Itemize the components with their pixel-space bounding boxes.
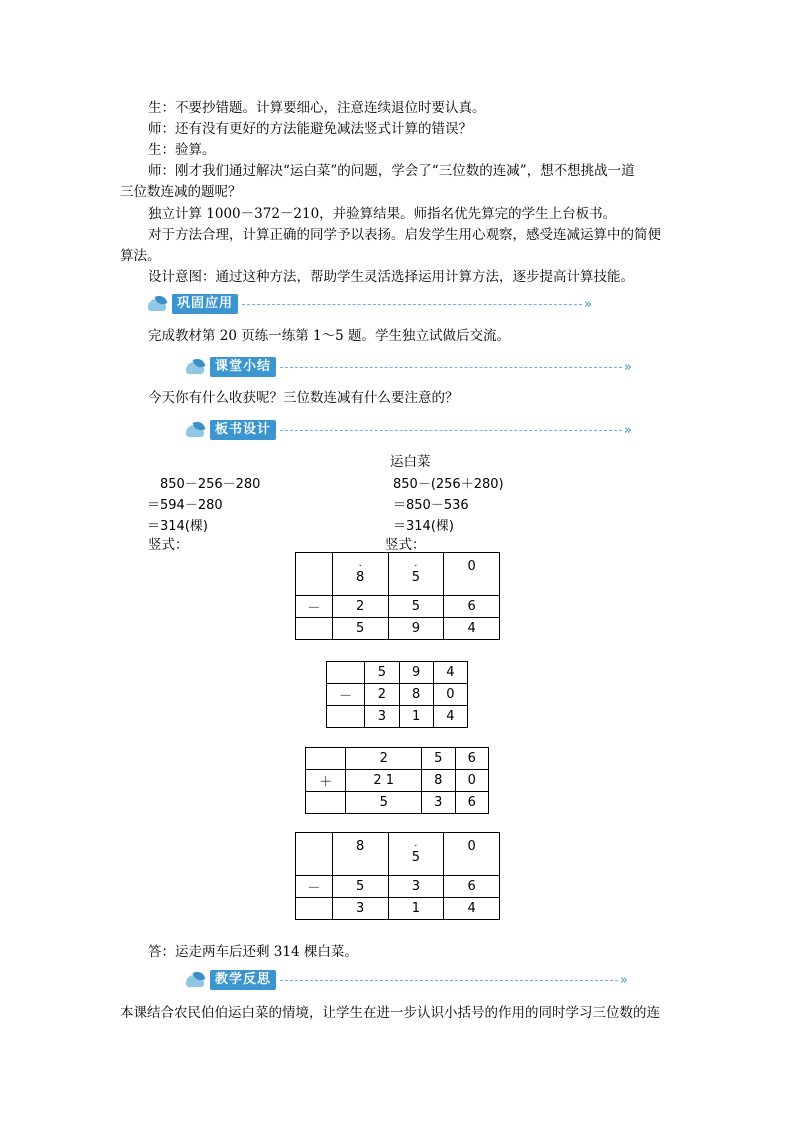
section-banner-reflection bbox=[186, 969, 628, 991]
section-banner-summary bbox=[186, 356, 632, 378]
borrow-dot: · bbox=[414, 560, 418, 572]
cell: 6 bbox=[444, 596, 500, 618]
section-body: 本课结合农民伯伯运白菜的情境，让学生在进一步认识小括号的作用的同时学习三位数的连 bbox=[120, 1005, 660, 1021]
section-title: 教学反思 bbox=[210, 970, 276, 990]
right-step: ＝850－536 bbox=[393, 498, 469, 513]
borrow-dot: · bbox=[414, 840, 418, 852]
double-arrow-icon: » bbox=[624, 359, 632, 375]
cell: 4 bbox=[444, 618, 500, 640]
cell: 9 bbox=[388, 618, 444, 640]
left-result: ＝314(棵) bbox=[147, 519, 208, 534]
section-title: 巩固应用 bbox=[172, 294, 238, 314]
cell: 0 bbox=[444, 553, 500, 596]
cell: 2 1 bbox=[346, 770, 422, 792]
cell: ＋ bbox=[306, 770, 346, 792]
cell bbox=[327, 662, 365, 684]
cell: 3 bbox=[422, 792, 455, 814]
cell: － bbox=[296, 876, 333, 898]
cell bbox=[306, 748, 346, 770]
board-heading: 运白菜 bbox=[390, 454, 431, 470]
section-banner-board bbox=[186, 419, 632, 441]
cell: 4 bbox=[433, 662, 467, 684]
cell: 0 bbox=[455, 770, 489, 792]
right-expression: 850－(256＋280) bbox=[393, 477, 504, 492]
cell: 4 bbox=[444, 898, 500, 920]
cell: 2 bbox=[365, 684, 399, 706]
vertical-label: 竖式： bbox=[148, 537, 189, 553]
cell: 1 bbox=[388, 898, 444, 920]
section-title: 课堂小结 bbox=[210, 357, 276, 377]
cell bbox=[296, 553, 333, 596]
left-step: ＝594－280 bbox=[147, 498, 223, 513]
double-arrow-icon: » bbox=[620, 972, 628, 988]
cell: 8 bbox=[332, 833, 388, 876]
cell: 9 bbox=[399, 662, 433, 684]
double-arrow-icon: » bbox=[584, 296, 592, 312]
text-line: 独立计算 1000－372－210，并验算结果。师指名优先算完的学生上台板书。 bbox=[148, 206, 617, 222]
cell: 0 bbox=[444, 833, 500, 876]
text-line: 对于方法合理，计算正确的同学予以表扬。启发学生用心观察，感受连减运算中的简便 bbox=[148, 227, 661, 243]
section-body: 今天你有什么收获呢？三位数连减有什么要注意的？ bbox=[148, 390, 459, 406]
cell: － bbox=[296, 596, 333, 618]
cell: 0 bbox=[433, 684, 467, 706]
vertical-calc-table-2 bbox=[326, 661, 468, 728]
cell: 6 bbox=[455, 748, 489, 770]
answer: 答：运走两车后还剩 314 棵白菜。 bbox=[148, 944, 358, 960]
cell: · 5 bbox=[388, 833, 444, 876]
text-line: 师：还有没有更好的方法能避免减法竖式计算的错误？ bbox=[148, 121, 472, 137]
section-body: 完成教材第 20 页练一练第 1～5 题。学生独立试做后交流。 bbox=[148, 328, 511, 344]
cell bbox=[306, 792, 346, 814]
cloud-icon bbox=[186, 421, 208, 439]
cell: · 5 bbox=[388, 553, 444, 596]
dashed-divider bbox=[280, 980, 618, 981]
double-arrow-icon: » bbox=[624, 422, 632, 438]
cell: 3 bbox=[332, 898, 388, 920]
dashed-divider bbox=[242, 304, 582, 305]
cell: 6 bbox=[444, 876, 500, 898]
cell: 3 bbox=[388, 876, 444, 898]
cell: 5 bbox=[365, 662, 399, 684]
verification-table bbox=[305, 747, 489, 814]
design-intent: 设计意图：通过这种方法，帮助学生灵活选择运用计算方法，逐步提高计算技能。 bbox=[148, 269, 634, 285]
dashed-divider bbox=[280, 430, 622, 431]
section-title: 板书设计 bbox=[210, 420, 276, 440]
vertical-calc-table-1 bbox=[295, 552, 500, 640]
text-line: 三位数连减的题呢？ bbox=[120, 184, 242, 200]
cell: 5 bbox=[388, 596, 444, 618]
cell: 6 bbox=[455, 792, 489, 814]
cell: 5 bbox=[346, 792, 422, 814]
right-result: ＝314(棵) bbox=[393, 519, 454, 534]
text-line: 生：验算。 bbox=[148, 142, 216, 158]
borrow-dot: · bbox=[358, 560, 362, 572]
left-expression: 850－256－280 bbox=[160, 477, 261, 492]
dashed-divider bbox=[280, 367, 622, 368]
cell: 3 bbox=[365, 706, 399, 728]
book-icon bbox=[148, 295, 170, 313]
vertical-label: 竖式： bbox=[385, 537, 426, 553]
cloud-icon bbox=[186, 358, 208, 376]
cell: 5 bbox=[422, 748, 455, 770]
vertical-calc-table-4 bbox=[295, 832, 500, 920]
cell: 2 bbox=[332, 596, 388, 618]
cloud-icon bbox=[186, 971, 208, 989]
cell: 1 bbox=[399, 706, 433, 728]
cell: 2 bbox=[346, 748, 422, 770]
text-line: 算法。 bbox=[120, 248, 161, 264]
cell: 5 bbox=[332, 618, 388, 640]
cell: · 8 bbox=[332, 553, 388, 596]
text-line: 师：刚才我们通过解决“运白菜”的问题，学会了“三位数的连减”，想不想挑战一道 bbox=[148, 163, 635, 179]
cell bbox=[296, 618, 333, 640]
cell: 4 bbox=[433, 706, 467, 728]
cell: 5 bbox=[332, 876, 388, 898]
cell: 8 bbox=[422, 770, 455, 792]
cell: 8 bbox=[399, 684, 433, 706]
cell bbox=[296, 833, 333, 876]
cell bbox=[327, 706, 365, 728]
section-banner-consolidate bbox=[148, 293, 592, 315]
cell bbox=[296, 898, 333, 920]
text-line: 生：不要抄错题。计算要细心，注意连续退位时要认真。 bbox=[148, 100, 486, 116]
cell: － bbox=[327, 684, 365, 706]
